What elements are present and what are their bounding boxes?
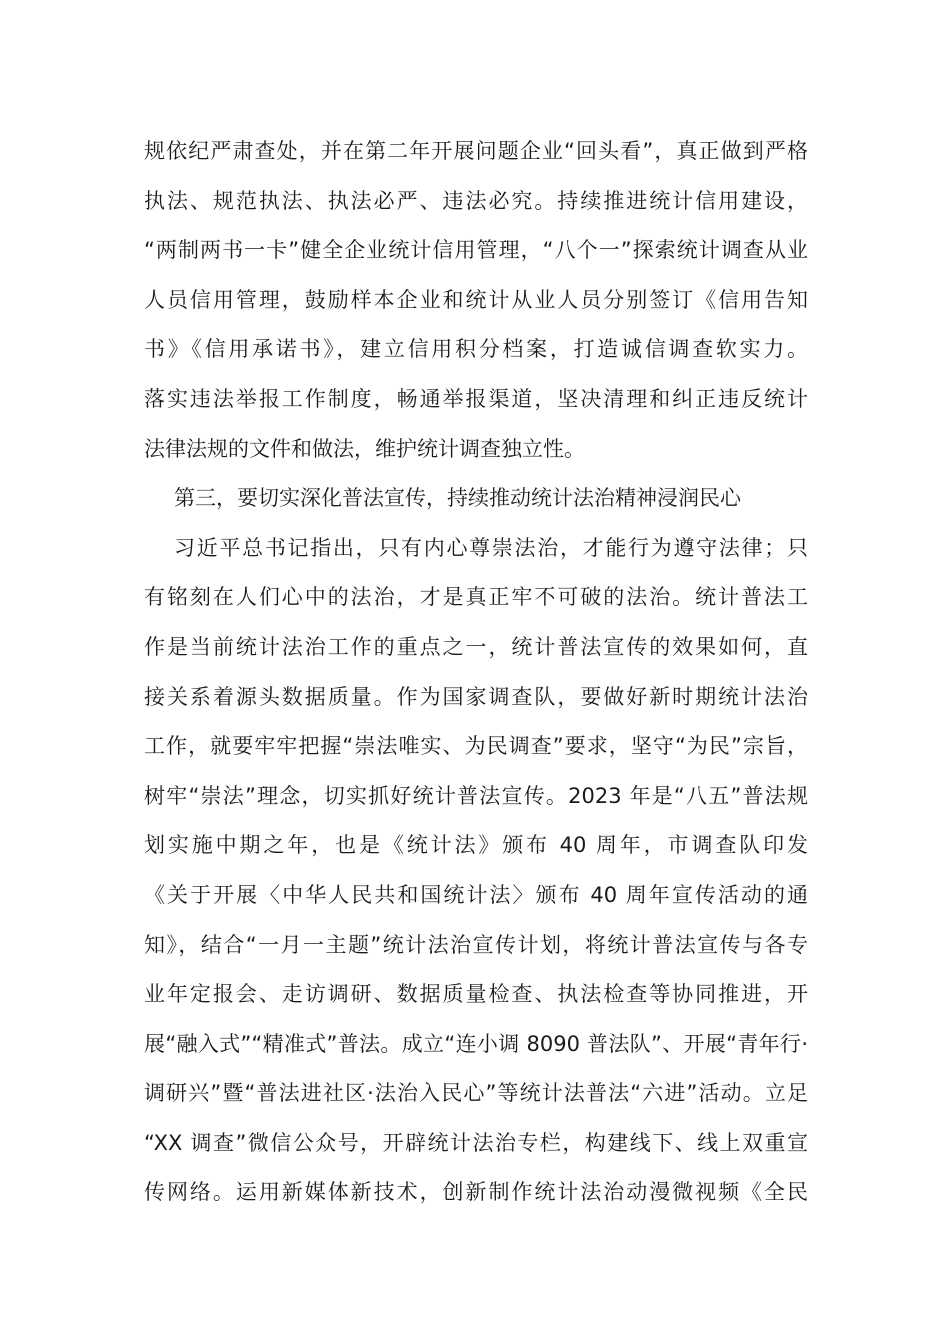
text-line: 执法、规范执法、执法必严、违法必究。持续推进统计信用建设， — [144, 188, 808, 213]
text-line: 习近平总书记指出，只有内心尊崇法治，才能行为遵守法律；只 — [174, 535, 808, 560]
paragraph-law-publicity — [144, 524, 808, 1218]
text-line: “两制两书一卡”健全企业统计信用管理，“八个一”探索统计调查从业 — [144, 238, 808, 263]
text-line: 法律法规的文件和做法，维护统计调查独立性。 — [144, 436, 585, 461]
text-line: 作是当前统计法治工作的重点之一，统计普法宣传的效果如何，直 — [144, 634, 808, 659]
text-line: 业年定报会、走访调研、数据质量检查、执法检查等协同推进，开 — [144, 982, 808, 1007]
section-heading: 第三，要切实深化普法宣传，持续推动统计法治精神浸润民心 — [174, 486, 741, 511]
text-line: 工作，就要牢牢把握“崇法唯实、为民调查”要求，坚守“为民”宗旨， — [144, 734, 808, 759]
text-line: 知》，结合“一月一主题”统计法治宣传计划，将统计普法宣传与各专 — [144, 932, 808, 957]
text-line: 接关系着源头数据质量。作为国家调查队，要做好新时期统计法治 — [144, 684, 808, 709]
text-line: 书》《信用承诺书》，建立信用积分档案，打造诚信调查软实力。 — [144, 337, 808, 362]
text-line: 《关于开展〈中华人民共和国统计法〉颁布 40 周年宣传活动的通 — [144, 882, 808, 907]
document-body — [144, 127, 808, 1218]
text-line: 人员信用管理，鼓励样本企业和统计从业人员分别签订《信用告知 — [144, 287, 808, 312]
text-line: 调研兴”暨“普法进社区·法治入民心”等统计法普法“六进”活动。立足 — [144, 1081, 808, 1106]
text-line: 树牢“崇法”理念，切实抓好统计普法宣传。2023 年是“八五”普法规 — [144, 783, 808, 808]
text-line: 规依纪严肃查处，并在第二年开展问题企业“回头看”，真正做到严格 — [144, 139, 808, 163]
section-heading-third — [144, 474, 808, 524]
text-line: 有铭刻在人们心中的法治，才是真正牢不可破的法治。统计普法工 — [144, 585, 808, 610]
text-line: 落实违法举报工作制度，畅通举报渠道，坚决清理和纠正违反统计 — [144, 386, 808, 411]
text-line: 传网络。运用新媒体新技术，创新制作统计法治动漫微视频《全民 — [144, 1180, 808, 1205]
paragraph-credit-building — [144, 127, 808, 474]
text-line: “XX 调查”微信公众号，开辟统计法治专栏，构建线下、线上双重宣 — [144, 1130, 808, 1155]
text-line: 划实施中期之年，也是《统计法》颁布 40 周年，市调查队印发 — [144, 833, 808, 858]
text-line: 展“融入式”“精准式”普法。成立“连小调 8090 普法队”、开展“青年行· — [144, 1031, 808, 1056]
